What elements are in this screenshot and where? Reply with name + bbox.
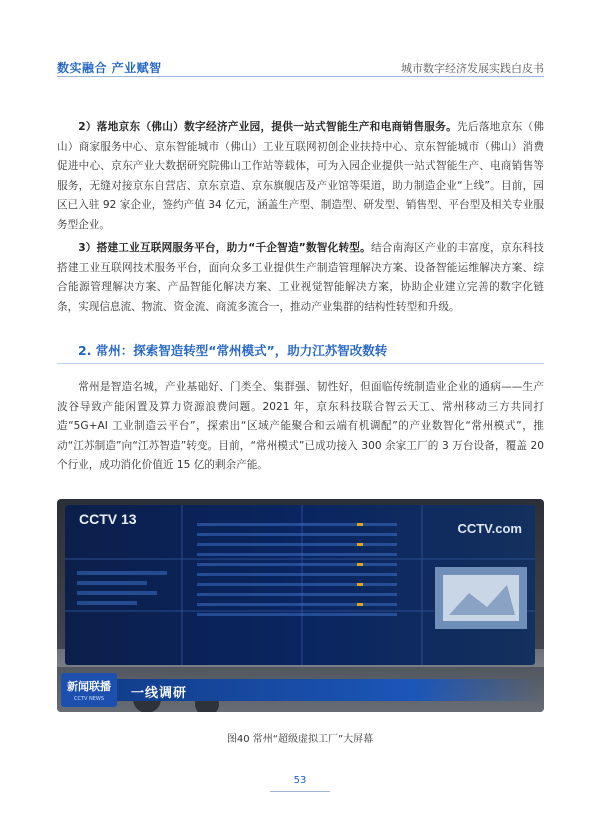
news-logo-subtext: CCTV NEWS bbox=[73, 696, 105, 702]
paragraph-changzhou bbox=[57, 378, 544, 476]
section-heading: 2. 常州：探索智造转型“常州模式”，助力江苏智改数转 bbox=[78, 343, 388, 358]
paragraph-lead: 3）搭建工业互联网服务平台，助力“千企智造”数智化转型。 bbox=[78, 242, 371, 254]
page-number-underline bbox=[270, 791, 330, 792]
figure-photo-control-room bbox=[57, 499, 544, 712]
figure-caption: 图40 常州“超级虚拟工厂”大屏幕 bbox=[226, 734, 374, 745]
running-header-right: 城市数字经济发展实践白皮书 bbox=[401, 62, 544, 75]
section-divider bbox=[57, 363, 544, 364]
running-header-left: 数实融合 产业赋智 bbox=[57, 61, 162, 75]
paragraph-industrial-platform bbox=[57, 239, 544, 317]
paragraph-lead: 2）落地京东（佛山）数字经济产业园，提供一站式智能生产和电商销售服务。 bbox=[78, 121, 457, 133]
page-number: 53 bbox=[293, 775, 307, 786]
lower-third-banner bbox=[117, 679, 544, 701]
banner-title: 一线调研 bbox=[131, 686, 188, 701]
header-divider bbox=[57, 76, 544, 77]
watermark-logo: CCTV.com bbox=[457, 521, 522, 536]
paragraph-body: 常州是智造名城，产业基础好、门类全、集群强、韧性好，但面临传统制造业企业的通病——生产波谷导致产能闲置及算力资源浪费问题。2021 年，京东科技联合智云天工、常州移动三方共同打造“5G+AI 工业制造云平台”，探索出“区域产能聚合和云端有机调配”的产业数智化“常州模式”，推动“江苏制造”向“江苏智造”转变。目前，“常州模式”已成功接入 300 余家工厂的 3 万台设备，覆盖 20 个行业，成功消化价值近 15 亿的剩余产能。 bbox=[57, 381, 544, 471]
channel-logo: CCTV 13 bbox=[79, 511, 137, 527]
news-program-badge bbox=[61, 673, 117, 707]
paragraph-body: 结合南海区产业的丰富度，京东科技搭建工业互联网技术服务平台，面向众多工业提供生产制造管理解决方案、设备智能运维解决方案、综合能源管理解决方案、产品智能化解决方案、工业视觉智能解决方案，协助企业建立完善的数字化链条，实现信息流、物流、资金流、商流多流合一，推动产业集群的结构性转型和升级。 bbox=[57, 242, 545, 313]
news-logo-text: 新闻联播 bbox=[67, 680, 111, 693]
paragraph-foshan-park bbox=[57, 118, 544, 235]
paragraph-body: 先后落地京东（佛山）商家服务中心、京东智能城市（佛山）工业互联网初创企业扶持中心、京东智能城市（佛山）消费促进中心、京东产业大数据研究院佛山工作站等载体，可为入园企业提供一站式智能生产、电商销售等服务，无缝对接京东自营店、京东京造、京东旗舰店及产业馆等渠道，助力制造企业“上线”。目前，园区已入驻 92 家企业，签约产值 34 亿元，涵盖生产型、制造型、研发型、销售型、平台型及相关专业服务型企业。 bbox=[57, 121, 544, 231]
